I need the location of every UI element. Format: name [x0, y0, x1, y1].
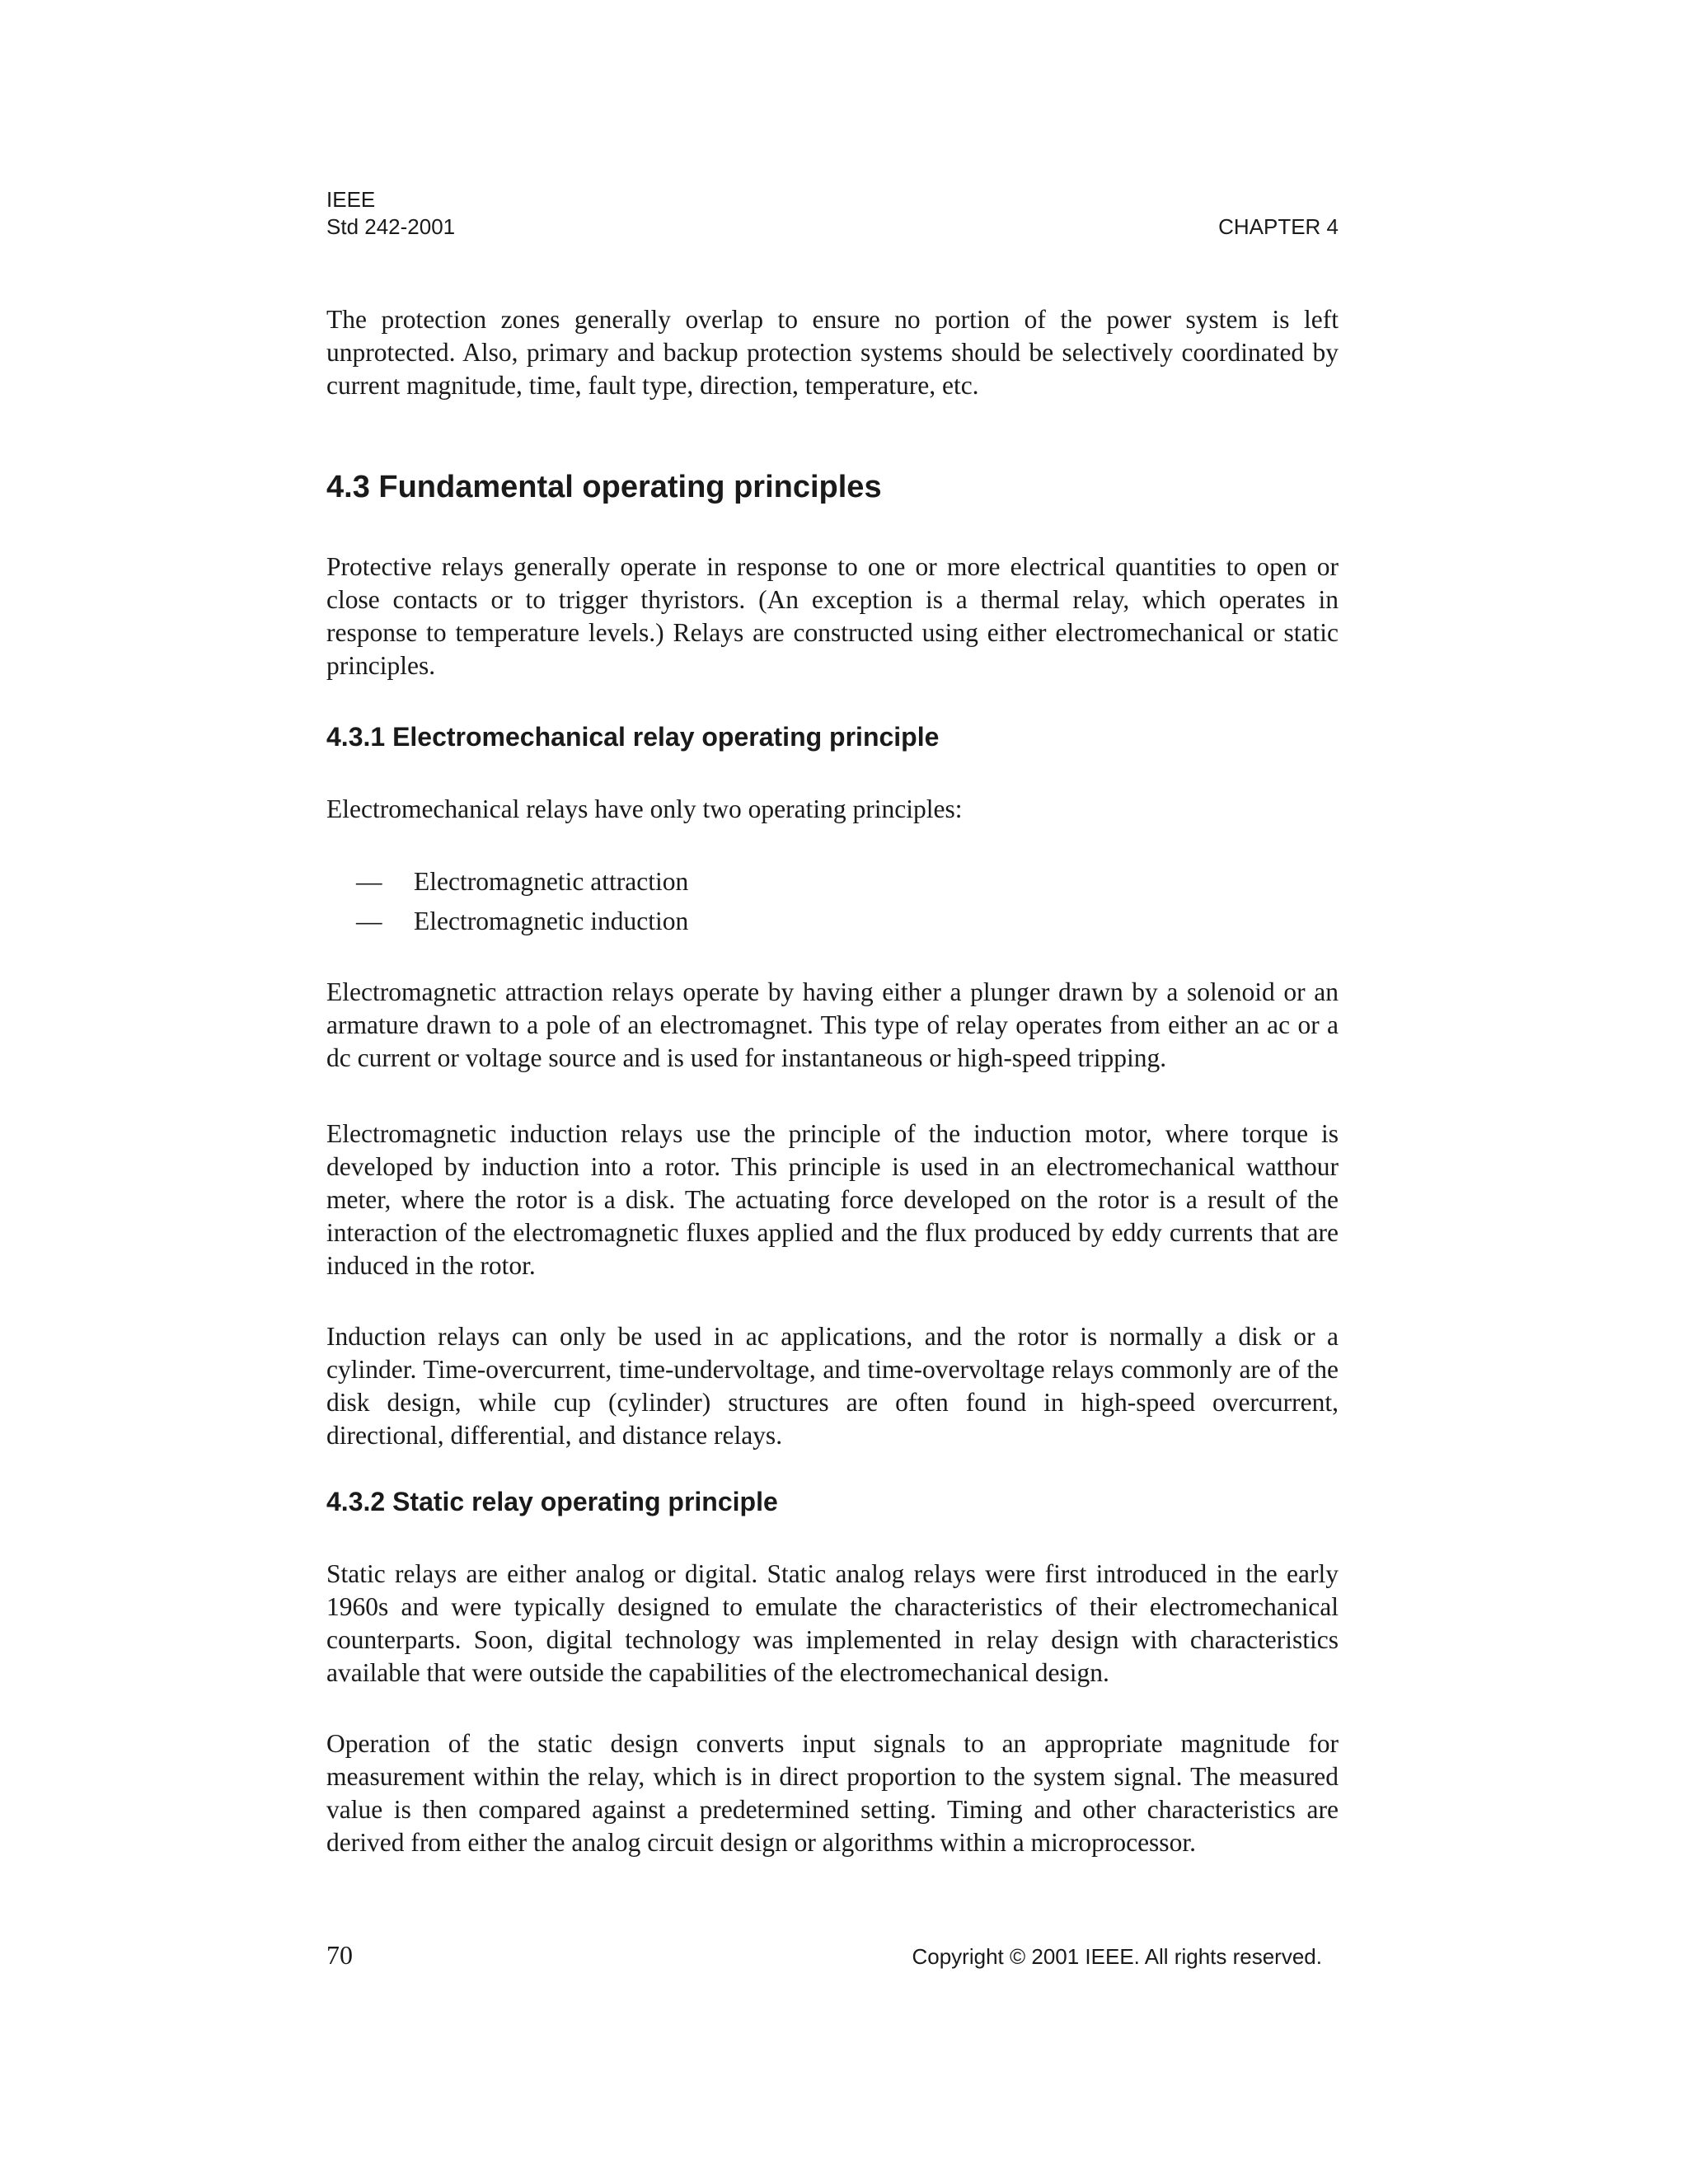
header-chapter: CHAPTER 4	[1218, 214, 1339, 239]
list-item	[326, 865, 1339, 905]
paragraph-fundamentals: Protective relays generally operate in response to one or more electrical quantities to open or close contacts or to trigger thyristors. (An exception is a thermal relay, which operates in response to temperature levels.) Relays are constructed using either electromechanical or static principles.	[326, 552, 1339, 680]
list-dash: —	[356, 907, 382, 935]
paragraph-attraction: Electromagnetic attraction relays operate by having either a plunger drawn by a solenoid or an armature drawn to a pole of an electromagnet. This type of relay operates from either an ac or a dc current or voltage source and is used for instantaneous or high-speed tripping.	[326, 977, 1339, 1072]
header-std: Std 242-2001	[326, 214, 456, 239]
copyright-notice: Copyright © 2001 IEEE. All rights reserved.	[912, 1944, 1322, 1969]
list-dash: —	[356, 867, 382, 896]
page-number: 70	[326, 1940, 353, 1970]
list-item-text: Electromagnetic attraction	[414, 867, 689, 896]
section-heading-4-3: 4.3 Fundamental operating principles	[326, 470, 882, 504]
header-org: IEEE	[326, 187, 376, 212]
paragraph-em-intro: Electromechanical relays have only two operating principles:	[326, 794, 963, 823]
paragraph-protection-zones: The protection zones generally overlap to ensure no portion of the power system is left unprotected. Also, primary and backup protection systems should be selectively coordinated by current magnitude, time, fault type, direction, temperature, etc.	[326, 305, 1339, 400]
paragraph-induction-ac: Induction relays can only be used in ac applications, and the rotor is normally a disk or a cylinder. Time-overcurrent, time-undervoltage, and time-overvoltage relays commonly are of the disk design, while cup (cylinder) structures are often found in high-speed overcurrent, directional, differential, and distance relays.	[326, 1322, 1339, 1450]
list-item	[326, 905, 1339, 944]
paragraph-static-intro: Static relays are either analog or digital. Static analog relays were first introduced in the early 1960s and were typically designed to emulate the characteristics of their electromechanical counterparts. Soon, digital technology was implemented in relay design with characteristics available that were outside the capabilities of the electromechanical design.	[326, 1559, 1339, 1687]
list-item-text: Electromagnetic induction	[414, 907, 689, 935]
document-page	[326, 0, 1339, 2184]
paragraph-induction: Electromagnetic induction relays use the principle of the induction motor, where torque is developed by induction into a rotor. This principle is used in an electromechanical watthour meter, where the rotor is a disk. The actuating force developed on the rotor is a result of the interaction of the electromagnetic fluxes applied and the flux produced by eddy currents that are induced in the rotor.	[326, 1119, 1339, 1280]
operating-principles-list	[326, 865, 1339, 944]
subsection-heading-4-3-2: 4.3.2 Static relay operating principle	[326, 1487, 778, 1516]
subsection-heading-4-3-1: 4.3.1 Electromechanical relay operating principle	[326, 722, 940, 752]
paragraph-static-operation: Operation of the static design converts input signals to an appropriate magnitude for measurement within the relay, which is in direct proportion to the system signal. The measured value is then compared against a predetermined setting. Timing and other characteristics are derived from either the analog circuit design or algorithms within a microprocessor.	[326, 1729, 1339, 1857]
header-left	[326, 186, 455, 241]
